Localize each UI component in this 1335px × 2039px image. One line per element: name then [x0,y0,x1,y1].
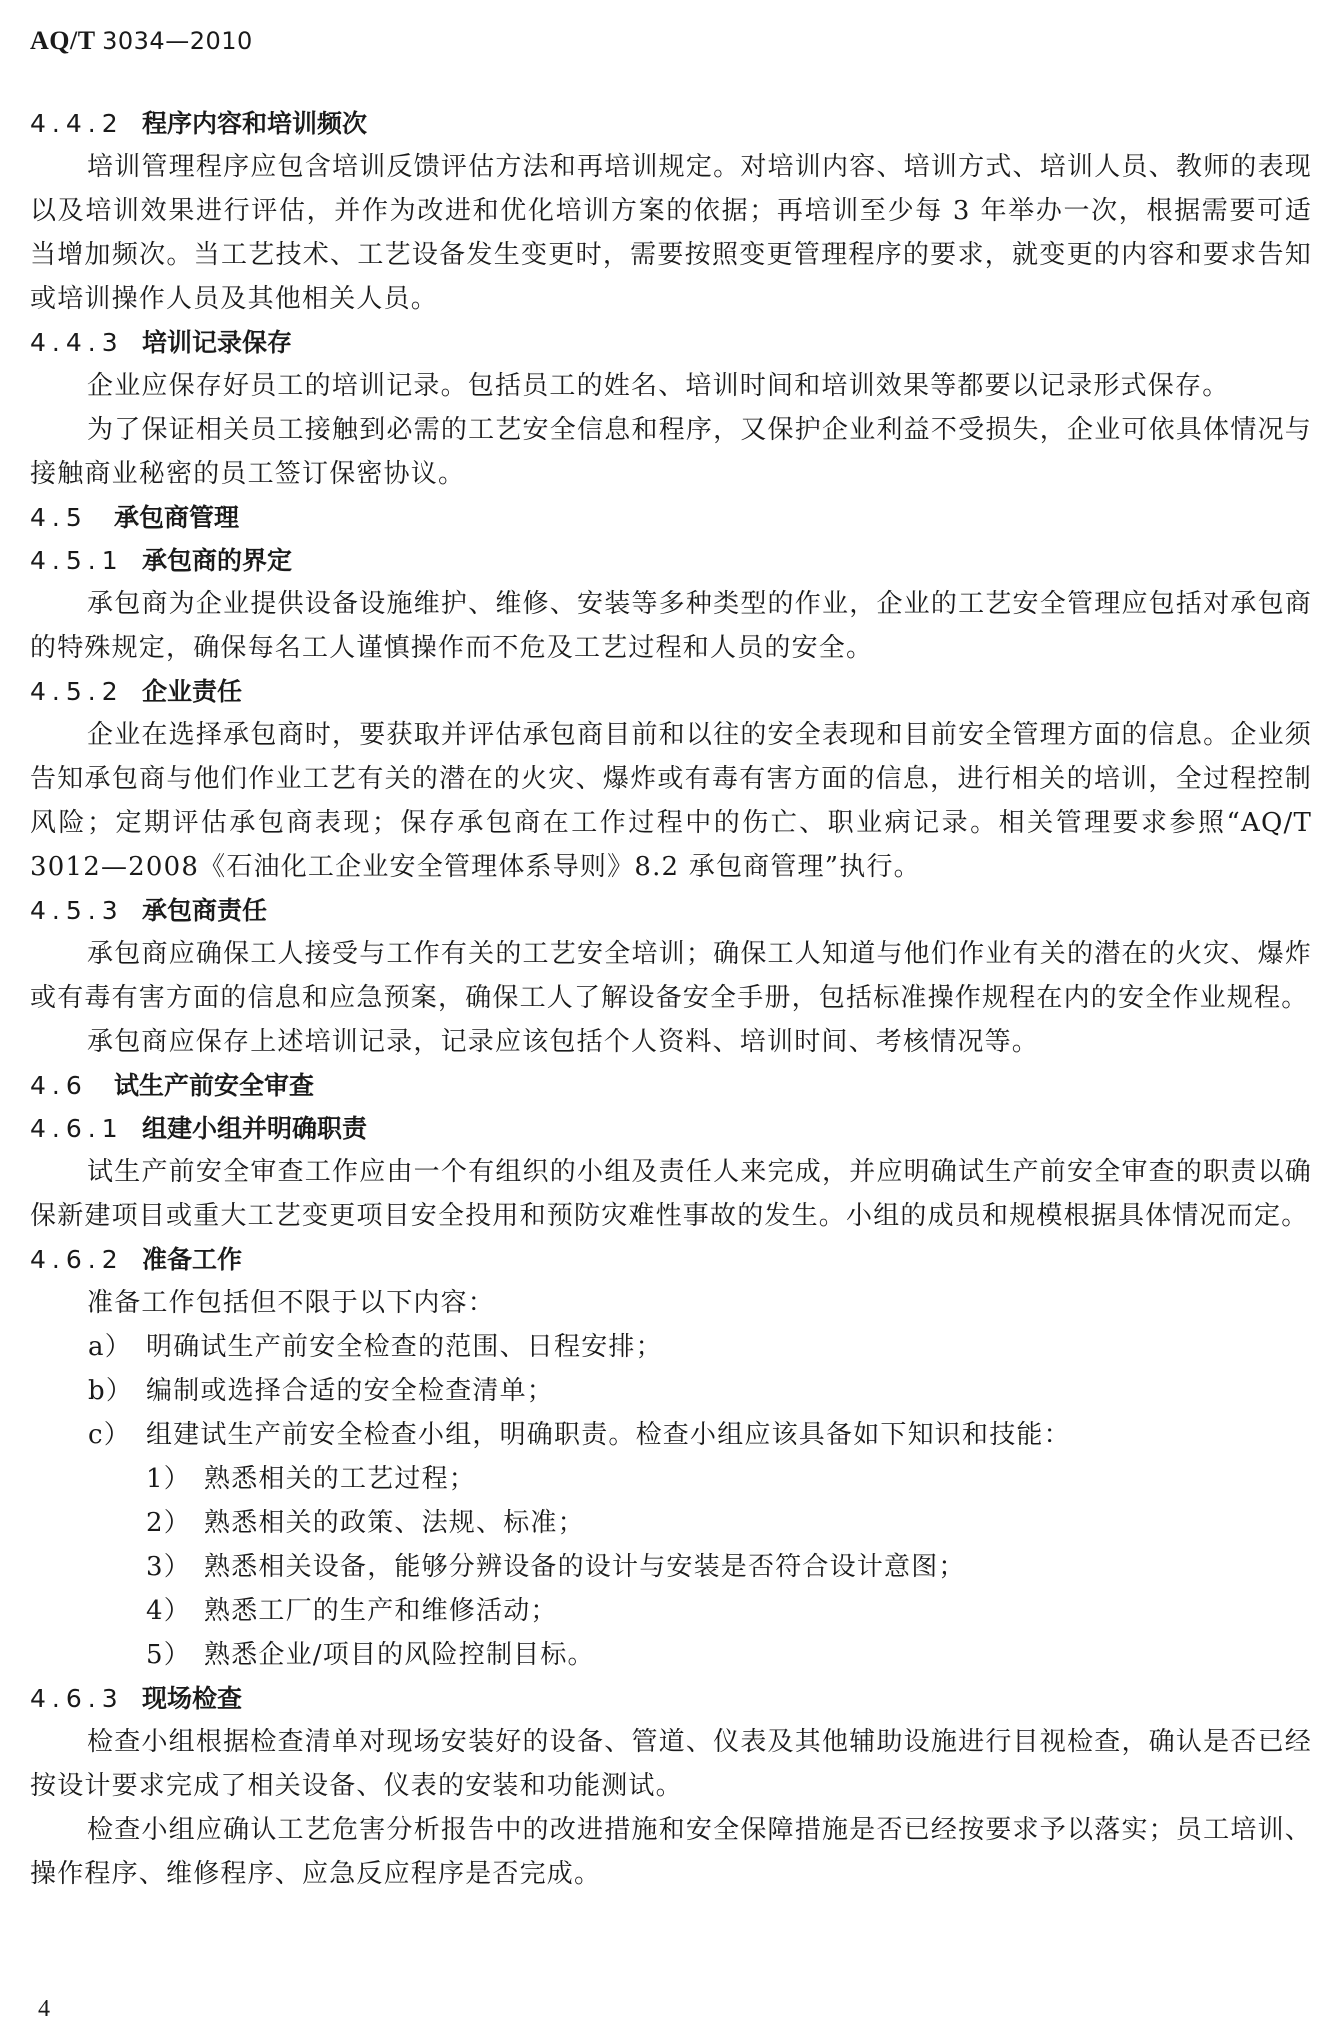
sub-list-item: 2） 熟悉相关的政策、法规、标准； [146,1508,585,1538]
section-heading-4-6-1: 4.6.1 组建小组并明确职责 [30,1114,368,1143]
paragraph: 培训管理程序应包含培训反馈评估方法和再培训规定。对培训内容、培训方式、培训人员、教师的表现以及培训效果进行评估，并作为改进和优化培训方案的依据；再培训至少每 3 年举办一次，根据需要可适当增加频次。当工艺技术、工艺设备发生变更时，需要按照变更管理程序的要求，就变更的内容和要求告知或培训操作人员及其他相关人员。 [30,152,1312,314]
paragraph: 检查小组根据检查清单对现场安装好的设备、管道、仪表及其他辅助设施进行目视检查，确认是否已经按设计要求完成了相关设备、仪表的安装和功能测试。 [30,1727,1312,1801]
paragraph: 承包商应确保工人接受与工作有关的工艺安全培训；确保工人知道与他们作业有关的潜在的火灾、爆炸或有毒有害方面的信息和应急预案，确保工人了解设备安全手册，包括标准操作规程在内的安全作业规程。 [30,939,1312,1013]
section-heading-4-5-2: 4.5.2 企业责任 [30,677,243,706]
list-item: c） 组建试生产前安全检查小组，明确职责。检查小组应该具备如下知识和技能： [88,1420,1071,1450]
paragraph: 承包商为企业提供设备设施维护、维修、安装等多种类型的作业，企业的工艺安全管理应包括对承包商的特殊规定，确保每名工人谨慎操作而不危及工艺过程和人员的安全。 [30,589,1312,663]
paragraph: 企业在选择承包商时，要获取并评估承包商目前和以往的安全表现和目前安全管理方面的信息。企业须告知承包商与他们作业工艺有关的潜在的火灾、爆炸或有毒有害方面的信息，进行相关的培训，全过程控制风险；定期评估承包商表现；保存承包商在工作过程中的伤亡、职业病记录。相关管理要求参照“AQ/T 3012—2008《石油化工企业安全管理体系导则》8.2 承包商管理”执行。 [30,720,1312,882]
list-item: b） 编制或选择合适的安全检查清单； [88,1376,555,1406]
paragraph: 承包商应保存上述培训记录，记录应该包括个人资料、培训时间、考核情况等。 [87,1027,1040,1057]
section-heading-4-4-3: 4.4.3 培训记录保存 [30,328,293,357]
sub-list-item: 1） 熟悉相关的工艺过程； [146,1464,477,1494]
paragraph: 准备工作包括但不限于以下内容： [87,1288,496,1318]
section-heading-4-6-2: 4.6.2 准备工作 [30,1245,243,1274]
sub-list-item: 4） 熟悉工厂的生产和维修活动； [146,1596,558,1626]
section-heading-4-6-3: 4.6.3 现场检查 [30,1684,243,1713]
standard-code: AQ/T [30,26,96,55]
paragraph: 为了保证相关员工接触到必需的工艺安全信息和程序，又保护企业利益不受损失，企业可依具体情况与接触商业秘密的员工签订保密协议。 [30,415,1312,489]
section-heading-4-6: 4.6 试生产前安全审查 [30,1071,315,1100]
paragraph: 检查小组应确认工艺危害分析报告中的改进措施和安全保障措施是否已经按要求予以落实；员工培训、操作程序、维修程序、应急反应程序是否完成。 [30,1815,1312,1889]
list-item: a） 明确试生产前安全检查的范围、日程安排； [88,1332,663,1362]
sub-list-item: 3） 熟悉相关设备，能够分辨设备的设计与安装是否符合设计意图； [146,1552,966,1582]
paragraph: 企业应保存好员工的培训记录。包括员工的姓名、培训时间和培训效果等都要以记录形式保存。 [87,371,1230,401]
section-heading-4-5-3: 4.5.3 承包商责任 [30,896,268,925]
document-body [30,102,1312,1896]
document-header [30,26,253,56]
section-heading-4-5-1: 4.5.1 承包商的界定 [30,546,293,575]
sub-list-item: 5） 熟悉企业/项目的风险控制目标。 [146,1640,595,1670]
section-heading-4-4-2: 4.4.2 程序内容和培训频次 [30,109,368,138]
section-heading-4-5: 4.5 承包商管理 [30,503,240,532]
page-number: 4 [38,1996,50,2022]
standard-number: 3034—2010 [102,27,253,55]
paragraph: 试生产前安全审查工作应由一个有组织的小组及责任人来完成，并应明确试生产前安全审查的职责以确保新建项目或重大工艺变更项目安全投用和预防灾难性事故的发生。小组的成员和规模根据具体情况而定。 [30,1157,1312,1231]
